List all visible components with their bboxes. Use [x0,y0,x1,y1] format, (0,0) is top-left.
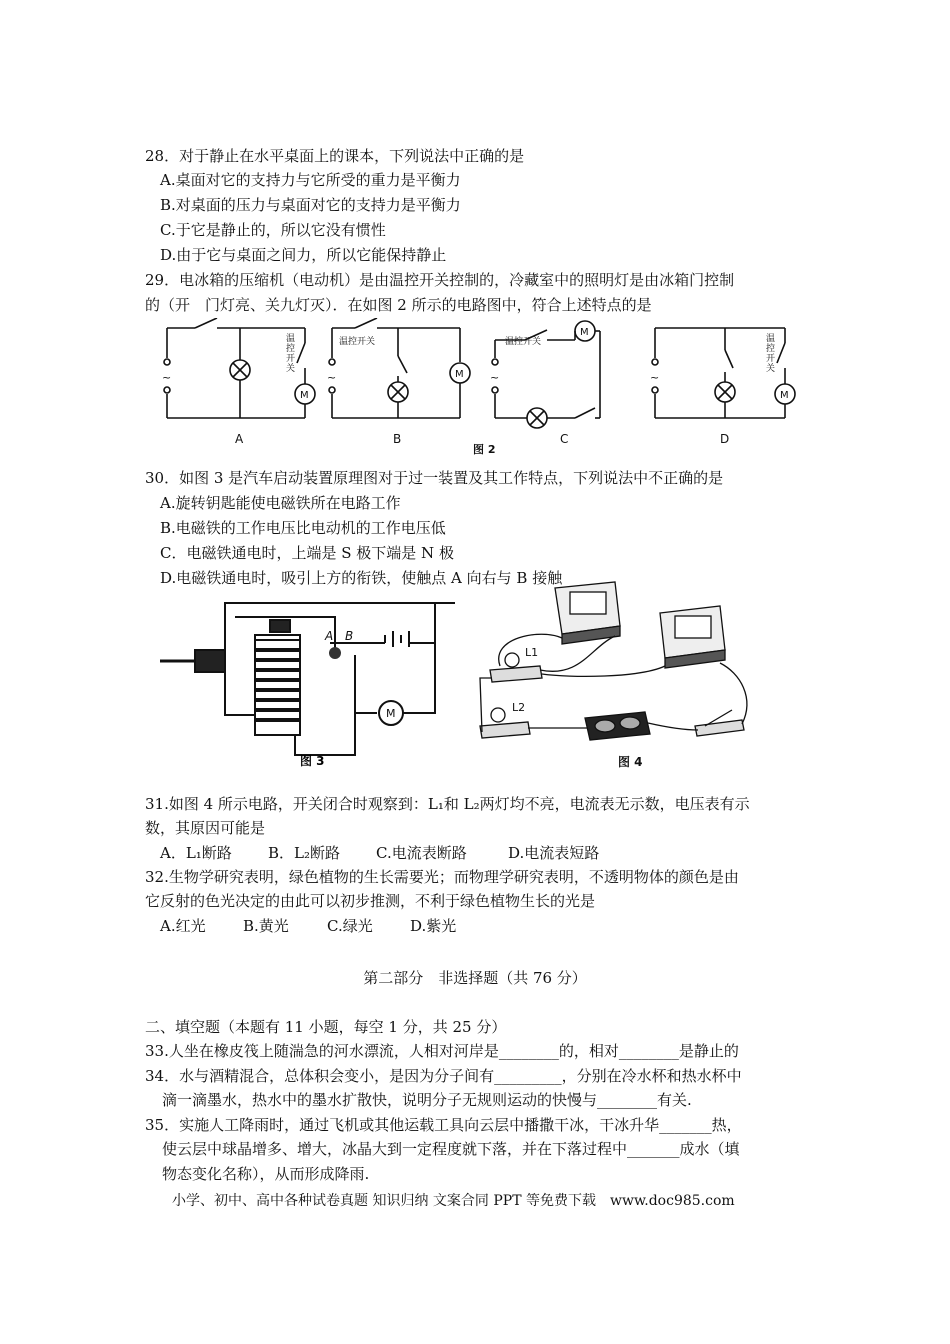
q31-stem-line2: 数，其原因可能是 [145,819,266,837]
q31-option-a: A．L₁断路 [160,844,232,862]
q29-stem-line2: 的（开 门灯亮、关九灯灭）．在如图 2 所示的电路图中，符合上述特点的是 [145,296,652,314]
fig4-label-l2: L2 [512,701,526,714]
circuit-b [329,318,470,418]
ac-symbol-a: ~ [162,371,172,384]
fig4-caption: 图 4 [618,755,643,769]
ac-symbol-c: ~ [490,371,500,384]
q30-option-c: C．电磁铁通电时，上端是 S 极下端是 N 极 [160,544,454,562]
thermo-switch-label-c: 温控开关 [505,337,542,347]
motor-label-b: M [455,369,464,380]
motor-label-d: M [780,390,789,401]
q34-line2: 滴一滴墨水，热水中的墨水扩散快，说明分子无规则运动的快慢与________有关. [162,1091,692,1109]
figure-3-car-starter [155,595,455,770]
q33-text: 33.人坐在橡皮筏上随湍急的河水漂流，人相对河岸是________的，相对________是静止的 [145,1042,739,1060]
q30-option-a: A.旋转钥匙能使电磁铁所在电路工作 [160,494,401,512]
q29-stem-line1: 29．电冰箱的压缩机（电动机）是由温控开关控制的，冷藏室中的照明灯是由冰箱门控制 [145,271,735,289]
motor-label-c: M [580,327,589,338]
q32-option-a: A.红光 [160,917,206,935]
fig4-label-l1: L1 [525,646,539,659]
motor-label-a: M [300,390,309,401]
figure-4-physical-circuit [470,578,760,770]
q32-stem-line2: 它反射的色光决定的由此可以初步推测，不利于绿色植物生长的光是 [145,892,596,910]
q28-option-b: B.对桌面的压力与桌面对它的支持力是平衡力 [160,196,461,214]
q35-line2: 使云层中球晶增多、增大，冰晶大到一定程度就下落，并在下落过程中_______成水（填 [162,1140,740,1158]
thermo-switch-label-d: 温控开关 [766,334,776,374]
q30-option-b: B.电磁铁的工作电压比电动机的工作电压低 [160,519,446,537]
q35-line3: 物态变化名称），从而形成降雨. [162,1165,370,1183]
fig2-label-b: B [393,432,402,446]
figure-2-circuits [155,318,815,458]
footer-text: 小学、初中、高中各种试卷真题 知识归纳 文案合同 PPT 等免费下载 www.doc985.com [172,1193,735,1209]
fig3-label-b: B [345,629,354,643]
q28-option-d: D.由于它与桌面之间力，所以它能保持静止 [160,246,447,264]
fig3-label-a: A [325,629,334,643]
q32-option-b: B.黄光 [243,917,289,935]
q28-stem: 28．对于静止在水平桌面上的课本，下列说法中正确的是 [145,147,525,165]
fig3-motor-label: M [386,707,396,720]
q30-option-d: D.电磁铁通电时，吸引上方的衔铁，使触点 A 向右与 B 接触 [160,569,563,587]
fig2-caption: 图 2 [473,443,496,456]
q30-stem: 30．如图 3 是汽车启动装置原理图对于过一装置及其工作特点，下列说法中不正确的是 [145,469,724,487]
q35-line1: 35．实施人工降雨时，通过飞机或其他运载工具向云层中播撒干冰，干冰升华_______热， [145,1116,742,1134]
q34-line1: 34．水与酒精混合，总体积会变小，是因为分子间有_________，分别在冷水杯和热水杯中 [145,1067,742,1085]
q32-option-d: D.紫光 [410,917,457,935]
q32-option-c: C.绿光 [327,917,373,935]
q31-option-c: C.电流表断路 [376,844,467,862]
q28-option-c: C.于它是静止的，所以它没有惯性 [160,221,386,239]
fig3-caption: 图 3 [300,754,325,768]
part2-title: 第二部分 非选择题（共 76 分） [363,969,587,987]
q31-stem-line1: 31.如图 4 所示电路，开关闭合时观察到：L₁和 L₂两灯均不亮，电流表无示数，电压表有示 [145,795,750,813]
fig2-label-d: D [720,432,730,446]
q31-option-b: B．L₂断路 [268,844,340,862]
thermo-switch-label-b: 温控开关 [339,337,376,347]
ac-symbol-b: ~ [327,371,337,384]
section2-title: 二、填空题（本题有 11 小题，每空 1 分，共 25 分） [145,1018,507,1036]
q32-stem-line1: 32.生物学研究表明，绿色植物的生长需要光；而物理学研究表明，不透明物体的颜色是由 [145,868,739,886]
thermo-switch-label-a: 温控开关 [286,334,296,374]
fig2-label-c: C [560,432,569,446]
ac-symbol-d: ~ [650,371,660,384]
q31-option-d: D.电流表短路 [508,844,600,862]
fig2-label-a: A [235,432,244,446]
q28-option-a: A.桌面对它的支持力与它所受的重力是平衡力 [160,171,461,189]
